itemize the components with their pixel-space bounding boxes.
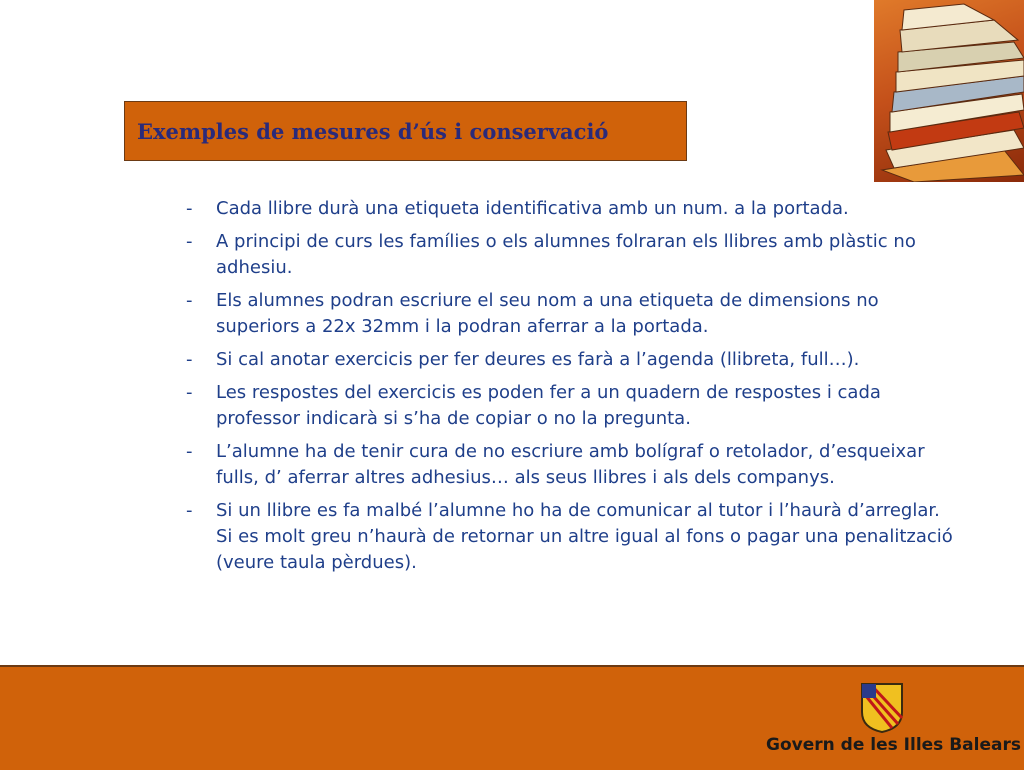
list-item [186,439,956,491]
list-item [186,229,956,281]
list-item [186,288,956,340]
list-item-text: Si un llibre es fa malbé l’alumne ho ha de comunicar al tutor i l’haurà d’arreglar. Si es molt greu n’haurà de retornar un altre igual al fons o pagar una penalització (veure taula pèrdues). [216,500,953,573]
slide-title: Exemples de mesures d’ús i conservació [137,119,609,144]
list-item [186,347,956,373]
title-box [124,101,687,161]
list-item-text: Les respostes del exercicis es poden fer a un quadern de respostes i cada professor indicarà si s’ha de copiar o no la pregunta. [216,382,881,429]
list-item [186,380,956,432]
bullet-dash: - [186,441,193,462]
list-item [186,498,956,576]
footer-bar [0,665,1024,770]
list-item-text: L’alumne ha de tenir cura de no escriure amb bolígraf o retolador, d’esqueixar fulls, d’ aferrar altres adhesius… als seus llibres i als dels companys. [216,441,925,488]
list-item [186,196,956,222]
list-item-text: Si cal anotar exercicis per fer deures es farà a l’agenda (llibreta, full…). [216,349,860,370]
coat-of-arms-icon [858,682,906,734]
books-stack-image [874,0,1024,182]
bullet-dash: - [186,349,193,370]
organization-name: Govern de les Illes Balears [766,735,1021,755]
bullet-list [186,196,956,583]
bullet-dash: - [186,198,193,219]
list-item-text: A principi de curs les famílies o els alumnes folraran els llibres amb plàstic no adhesiu. [216,231,916,278]
bullet-dash: - [186,290,193,311]
list-item-text: Els alumnes podran escriure el seu nom a una etiqueta de dimensions no superiors a 22x 32mm i la podran aferrar a la portada. [216,290,879,337]
bullet-dash: - [186,231,193,252]
bullet-dash: - [186,382,193,403]
bullet-dash: - [186,500,193,521]
list-item-text: Cada llibre durà una etiqueta identificativa amb un num. a la portada. [216,198,849,219]
